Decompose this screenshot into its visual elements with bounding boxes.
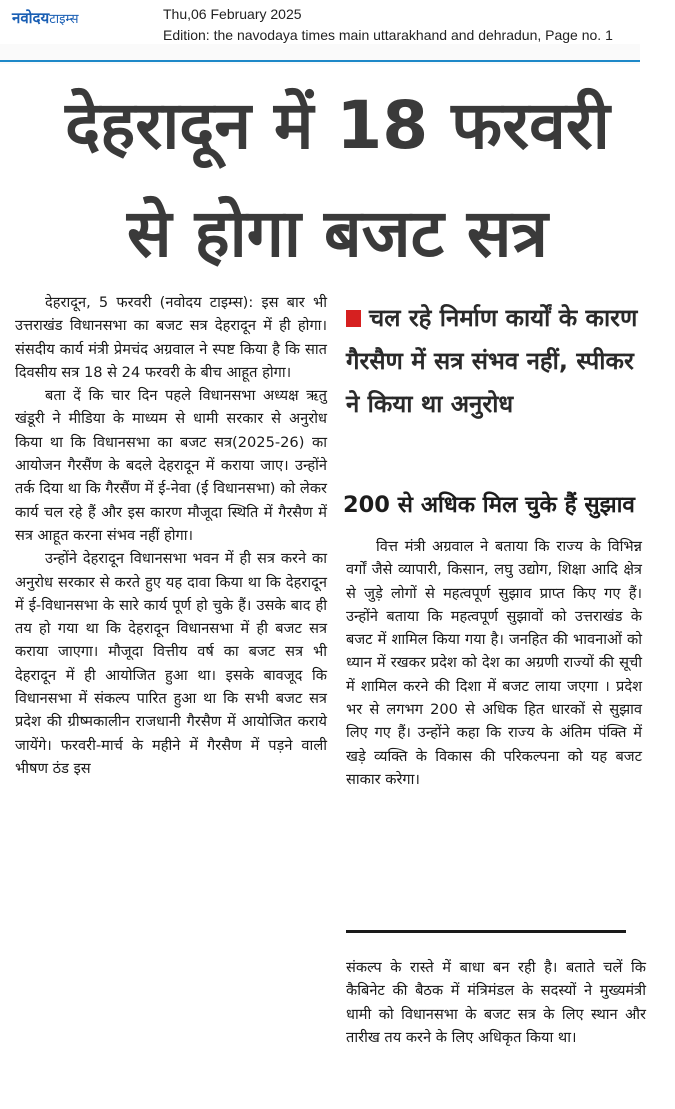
edition-name: Edition: the navodaya times main uttarakhand and dehradun, Page no. 1	[163, 27, 613, 43]
side-heading: 200 से अधिक मिल चुके हैं सुझाव	[343, 492, 635, 518]
headline-line-2: से होगा बजट सत्र	[127, 195, 548, 272]
edition-info	[163, 4, 613, 46]
right-paragraph: वित्त मंत्री अग्रवाल ने बताया कि राज्य के विभिन्न वर्गों जैसे व्यापारी, किसान, लघु उद्योग, शिक्षा आदि क्षेत्र से जुड़े लोगों से महत्वपूर्ण सुझाव प्राप्त किए गए हैं। उन्होंने बताया कि महत्वपूर्ण सुझावों को उत्तराखंड के बजट में शामिल किया गया है। जनहित की भावनाओं को ध्यान में रखकर प्रदेश को देश का अग्रणी राज्यों की सूची में शामिल करने की दिशा में बजट लाया जएगा । प्रदेश भर से लगभग 200 से अधिक हित धारकों से सुझाव लिए गए हैं। उन्होंने कहा कि राज्य के अंतिम पंक्ति में खड़े व्यक्ति के विकास की परिकल्पना को यह बजट साकार करेगा।	[346, 538, 642, 788]
clipped-page-strip	[0, 44, 640, 64]
red-square-marker	[346, 310, 361, 327]
headline	[0, 72, 675, 288]
logo-subtext: टाइम्स	[49, 12, 79, 27]
logo-text: नवोदय	[12, 9, 50, 27]
headline-line-1: देहरादून में 18 फरवरी	[65, 87, 610, 164]
left-paragraph: बता दें कि चार दिन पहले विधानसभा अध्यक्ष ऋतु खंडूरी ने मीडिया के माध्यम से धामी सरकार से अनुरोध किया था कि विधानसभा का बजट सत्र(2025-26) का आयोजन गैरसैंण के बदले देहरादून में कराया जाए। उन्होंने तर्क दिया था कि गैरसैंण में ई-नेवा (ई विधानसभा) को लेकर कार्य चल रहे हैं और इस कारण मौजूदा स्थिति में गैरसैण में सत्र आहूत करना संभव नहीं होगा।	[15, 387, 327, 544]
newspaper-logo[interactable]	[12, 8, 79, 28]
strip-rule	[0, 60, 640, 62]
masthead-bar	[0, 0, 675, 50]
right-column	[346, 535, 642, 791]
continuation-paragraph: संकल्प के रास्ते में बाधा बन रही है। बताते चलें कि कैबिनेट की बैठक में मंत्रिमंडल के सदस्यों ने मुख्यमंत्री धामी को विधानसभा के बजट सत्र के लिए स्थान और तारीख तय करने के लिए अधिकृत किया था।	[346, 959, 646, 1046]
left-column	[15, 291, 327, 780]
section-divider	[346, 930, 626, 933]
edition-date: Thu,06 February 2025	[163, 6, 302, 22]
subheadline	[346, 297, 646, 426]
continuation-column	[346, 956, 646, 1049]
left-paragraph: देहरादून, 5 फरवरी (नवोदय टाइम्स): इस बार भी उत्तराखंड विधानसभा का बजट सत्र देहरादून में ही होगा। संसदीय कार्य मंत्री प्रेमचंद अग्रवाल ने स्पष्ट किया है कि सात दिवसीय सत्र 18 से 24 फरवरी के बीच आहूत होगा।	[15, 294, 327, 381]
left-paragraph: उन्होंने देहरादून विधानसभा भवन में ही सत्र करने का अनुरोध सरकार से करते हुए यह दावा किया था कि देहरादून में ई-विधानसभा के सारे कार्य पूर्ण हो चुके हैं। उसके बाद ही तय हो गया था कि देहरादून विधानसभा में ही बजट सत्र कराया जाएगा। मौजूदा वित्तीय वर्ष का बजट सत्र भी देहरादून में ही आयोजित हुआ था। इसके बावजूद कि विधानसभा में संकल्प पारित हुआ था कि सभी बजट सत्र प्रदेश की ग्रीष्मकालीन राजधानी गैरसैण में आयोजित कराये जायेंगे। फरवरी-मार्च के महीने में गैरसैण में पड़ने वाली भीषण ठंड इस	[15, 550, 327, 777]
subheadline-text: चल रहे निर्माण कार्यों के कारण गैरसैण में सत्र संभव नहीं, स्पीकर ने किया था अनुरोध	[346, 304, 638, 418]
